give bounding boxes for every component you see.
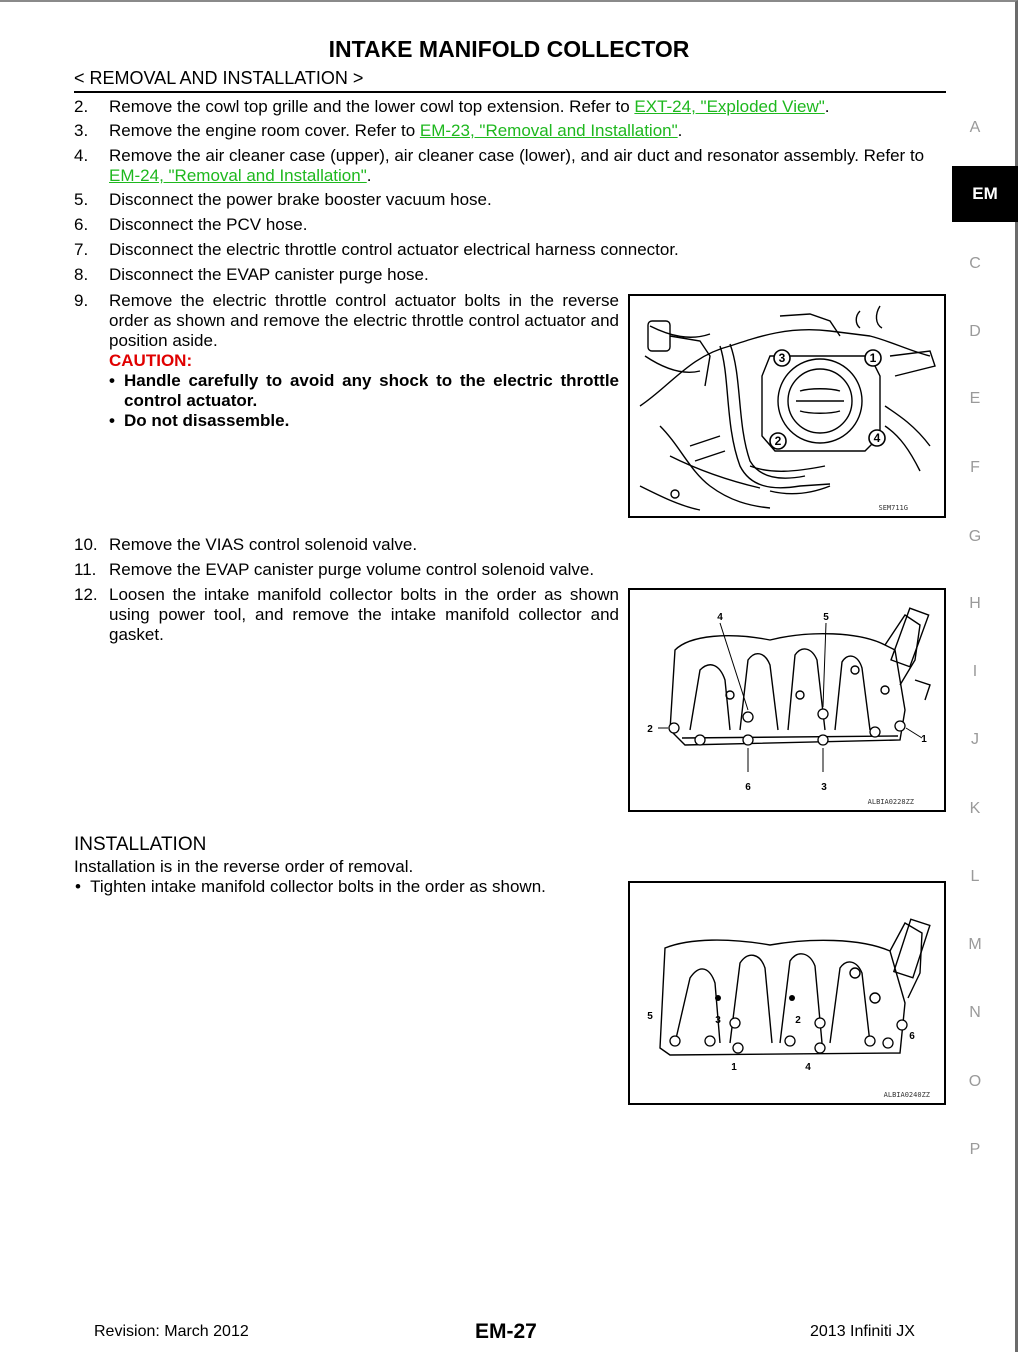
collector-installation-drawing — [630, 883, 944, 1103]
caution-bullet: • Handle carefully to avoid any shock to the electric throttle control actuator. — [109, 371, 619, 411]
step-text: Disconnect the PCV hose. — [109, 215, 308, 234]
figure-code: ALBIA0228ZZ — [867, 798, 914, 806]
section-breadcrumb: < REMOVAL AND INSTALLATION > — [74, 68, 364, 88]
bolt-label-6: 6 — [909, 1031, 915, 1042]
side-index-i[interactable]: I — [972, 663, 978, 680]
figure-code: ALBIA0240ZZ — [883, 1091, 930, 1099]
step-text-end: . — [824, 97, 830, 116]
side-index-a[interactable]: A — [969, 119, 981, 136]
bolt-label-6: 6 — [745, 782, 751, 793]
step-text: Remove the engine room cover. Refer to — [109, 121, 420, 140]
side-index-l[interactable]: L — [970, 868, 980, 885]
caution-bullet: • Do not disassemble. — [109, 411, 619, 431]
bolt-label-1: 1 — [869, 351, 877, 365]
step-number: 5. — [74, 190, 89, 209]
step-text-end: . — [677, 121, 683, 140]
side-index-f[interactable]: F — [970, 459, 980, 476]
figure-throttle-actuator — [628, 294, 946, 518]
step-text: Remove the cowl top grille and the lower cowl top extension. Refer to — [109, 97, 635, 116]
bolt-label-5: 5 — [647, 1011, 653, 1022]
figure-code: SEM711G — [878, 504, 908, 512]
bolt-label-1: 1 — [731, 1062, 737, 1073]
step-text: Remove the air cleaner case (upper), air cleaner case (lower), and air duct and resonator assembly. Refer to — [109, 146, 925, 165]
figure-collector-installation — [628, 881, 946, 1105]
throttle-actuator-drawing — [630, 296, 944, 516]
installation-heading: INSTALLATION — [74, 834, 207, 855]
step-number: 8. — [74, 265, 89, 284]
ref-link-em24[interactable]: EM-24, "Removal and Installation" — [109, 166, 367, 185]
installation-text: Installation is in the reverse order of removal. — [74, 857, 414, 876]
step-number: 4. — [74, 146, 89, 165]
step-number: 6. — [74, 215, 89, 234]
bolt-label-4: 4 — [873, 431, 881, 445]
step-text: Disconnect the power brake booster vacuum hose. — [109, 190, 492, 209]
step-text-end: . — [366, 166, 372, 185]
step-number: 2. — [74, 97, 89, 116]
side-index-j[interactable]: J — [971, 731, 979, 748]
side-index-m[interactable]: M — [968, 936, 982, 953]
side-index-e[interactable]: E — [969, 390, 981, 407]
side-index-g[interactable]: G — [968, 528, 982, 545]
collector-removal-drawing — [630, 590, 944, 810]
caution-label: CAUTION: — [109, 351, 193, 370]
bolt-label-5: 5 — [823, 612, 829, 623]
side-index-c[interactable]: C — [969, 255, 981, 272]
footer-revision: Revision: March 2012 — [94, 1323, 249, 1340]
step-text: Disconnect the electric throttle control actuator electrical harness connector. — [109, 240, 679, 259]
bolt-label-1: 1 — [921, 734, 927, 745]
step-text: Disconnect the EVAP canister purge hose. — [109, 265, 429, 284]
footer-vehicle: 2013 Infiniti JX — [810, 1323, 915, 1340]
side-index-em-active[interactable]: EM — [952, 166, 1018, 222]
step-number: 7. — [74, 240, 89, 259]
side-index-h[interactable]: H — [969, 595, 981, 612]
bolt-label-2: 2 — [795, 1015, 801, 1026]
ref-link-em23[interactable]: EM-23, "Removal and Installation" — [419, 121, 678, 140]
step-text: Remove the EVAP canister purge volume control solenoid valve. — [109, 560, 595, 579]
bolt-label-2: 2 — [774, 434, 782, 448]
installation-bullet: • Tighten intake manifold collector bolts in the order as shown. — [75, 877, 546, 896]
side-index-d[interactable]: D — [969, 323, 981, 340]
header-rule — [74, 91, 946, 93]
step-number: 11. — [74, 560, 97, 579]
page-title: INTAKE MANIFOLD COLLECTOR — [328, 36, 690, 62]
side-index-o[interactable]: O — [968, 1073, 982, 1090]
side-index-n[interactable]: N — [969, 1004, 981, 1021]
installation-bullet-text: Tighten intake manifold collector bolts in the order as shown. — [90, 877, 546, 896]
page-number: EM-27 — [475, 1320, 537, 1343]
ref-link-ext24[interactable]: EXT-24, "Exploded View" — [634, 97, 825, 116]
step-number: 3. — [74, 121, 89, 140]
step-text: Remove the VIAS control solenoid valve. — [109, 535, 418, 554]
bolt-label-4: 4 — [805, 1062, 811, 1073]
step-number: 12. — [74, 585, 98, 604]
side-index-k[interactable]: K — [969, 800, 981, 817]
figure-collector-removal — [628, 588, 946, 812]
bolt-label-3: 3 — [778, 351, 786, 365]
bolt-label-4: 4 — [717, 612, 723, 623]
bolt-label-3: 3 — [821, 782, 827, 793]
step-number: 9. — [74, 291, 89, 310]
bolt-label-2: 2 — [647, 724, 653, 735]
step-number: 10. — [74, 535, 98, 554]
step-text: Remove the electric throttle control actuator bolts in the reverse order as shown and remove the electric throttle control actuator and position aside. — [109, 291, 619, 350]
bolt-label-3: 3 — [715, 1015, 721, 1026]
step-text: Loosen the intake manifold collector bolts in the order as shown using power tool, and remove the intake manifold collector and gasket. — [109, 585, 619, 644]
side-index-p[interactable]: P — [969, 1141, 981, 1158]
